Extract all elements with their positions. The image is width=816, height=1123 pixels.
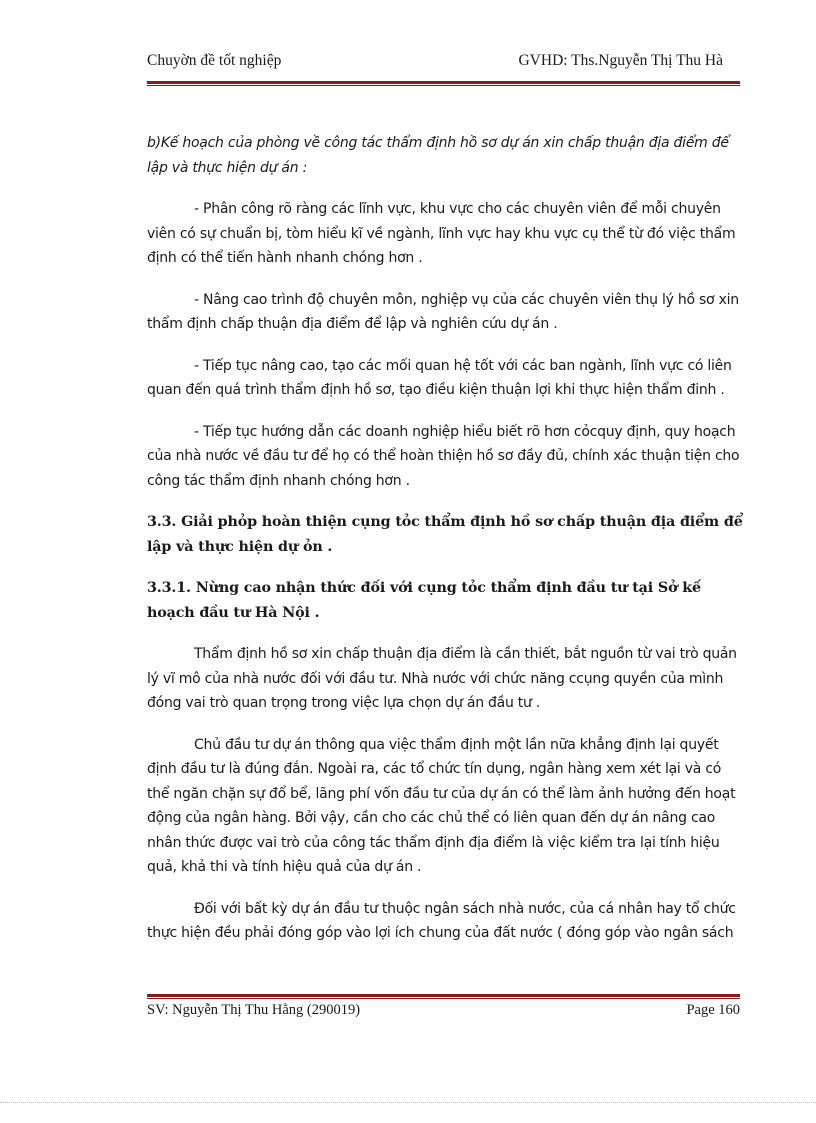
footer-rule — [147, 994, 740, 999]
paragraph-budget: Đối với bất kỳ dự án đầu tư thuộc ngân sách nhà nước, của cá nhân hay tổ chức thực hiện đều phải đóng góp vào lợi ích chung của đất nước ( đóng góp vào ngân sách — [147, 900, 736, 941]
subsection-heading-3-3-1: 3.3.1. Nừng cao nhận thức đối với cụng tỏc thẩm định đầu tư tại Sở kế hoạch đầu tư Hà Nội . — [147, 580, 701, 621]
page-number: Page 160 — [686, 1002, 740, 1018]
header-title: Chuyờn đề tốt nghiệp — [147, 52, 282, 69]
footer-student: SV: Nguyễn Thị Thu Hằng (290019) — [147, 1002, 361, 1018]
page-header — [147, 52, 727, 74]
paragraph-appraisal-role: Thẩm định hồ sơ xin chấp thuận địa điểm là cần thiết, bắt nguồn từ vai trò quản lý vĩ mô của nhà nước đối với đầu tư. Nhà nước với chức năng ccụng quyền của mình đóng vai trò quan trọng trong việc lựa chọn dự án đầu tư . — [147, 646, 737, 711]
section-heading-3-3: 3.3. Giải phỏp hoàn thiện cụng tỏc thẩm định hồ sơ chấp thuận địa điểm để lập và thực hiện dự ỏn . — [147, 514, 743, 555]
paragraph-guidance: - Tiếp tục hướng dẫn các doanh nghiệp hiểu biết rõ hơn cỏcquy định, quy hoạch của nhà nước về đầu tư để họ có thể hoàn thiện hồ sơ đầy đủ, chính xác thuận tiện cho công tác thẩm định nhanh chóng hơn . — [147, 423, 740, 489]
plan-heading: b)Kế hoạch của phòng về công tác thẩm định hồ sơ dự án xin chấp thuận địa điểm để lập và thực hiện dự án : — [147, 135, 729, 176]
paragraph-investor: Chủ đầu tư dự án thông qua việc thẩm định một lần nữa khẳng định lại quyết định đầu tư là đúng đắn. Ngoài ra, các tổ chức tín dụng, ngân hàng xem xét lại và có thể ngăn chặn sự đổ bể, lãng phí vốn đầu tư của dự án có thể làm ảnh hưởng đến hoạt động của ngân hàng. Bởi vậy, cần cho các chủ thể có liên quan đến dự án nâng cao nhân thức được vai trò của công tác thẩm định địa điểm là việc kiểm tra lại tính hiệu quả, khả thi và tính hiệu quả của dự án . — [147, 736, 736, 875]
page-footer — [147, 1002, 740, 1022]
paragraph-assign-roles: - Phân công rõ ràng các lĩnh vực, khu vực cho các chuyên viên để mỗi chuyên viên có sự chuẩn bị, tòm hiểu kĩ về ngành, lĩnh vực hay khu vực cụ thể từ đó việc thẩm định có thể tiến hành nhanh chóng hơn . — [147, 201, 736, 266]
header-rule — [147, 81, 740, 86]
header-advisor: GVHD: Ths.Nguyễn Thị Thu Hà — [518, 52, 723, 69]
document-body — [147, 131, 747, 963]
page-boundary — [0, 1102, 816, 1103]
paragraph-relations: - Tiếp tục nâng cao, tạo các mối quan hệ tốt với các ban ngành, lĩnh vực có liên quan đến quá trình thẩm định hồ sơ, tạo điều kiện thuận lợi khi thực hiện thẩm đinh . — [147, 357, 732, 398]
paragraph-improve-skills: - Nâng cao trình độ chuyên môn, nghiệp vụ của các chuyên viên thụ lý hồ sơ xin thẩm định chấp thuận địa điểm để lập và nghiên cứu dự án . — [147, 291, 739, 332]
